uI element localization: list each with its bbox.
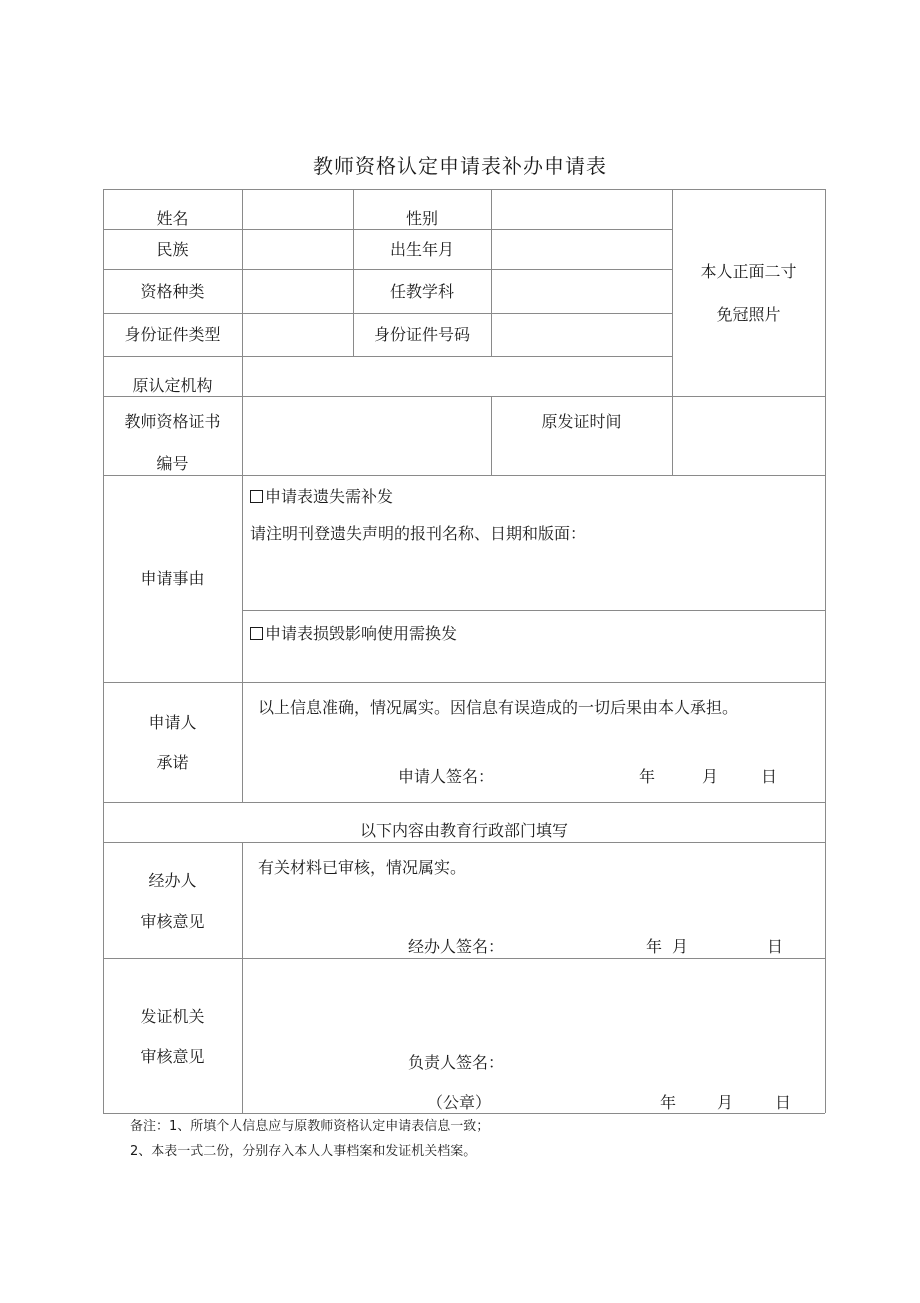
issuer-day: 日 <box>775 1093 792 1112</box>
handler-year: 年 <box>646 937 663 956</box>
label-issuer-line1: 发证机关 <box>140 1007 205 1026</box>
label-id-type: 身份证件类型 <box>124 325 221 344</box>
applicant-sign-label: 申请人签名： <box>398 767 495 786</box>
label-pledge-line2: 承诺 <box>156 753 189 772</box>
issuer-year: 年 <box>660 1093 677 1112</box>
label-cert-no-line2: 编号 <box>156 454 189 473</box>
page-title: 教师资格认定申请表补办申请表 <box>313 154 607 178</box>
handler-month: 月 <box>672 937 689 956</box>
option-damaged-label: 申请表损毁影响使用需换发 <box>265 624 458 643</box>
handler-text: 有关材料已审核，情况属实。 <box>258 858 467 877</box>
label-issuer-line2: 审核意见 <box>140 1047 205 1066</box>
label-gender: 性别 <box>405 209 438 228</box>
checkbox-lost[interactable] <box>250 490 263 503</box>
photo-label-line2: 免冠照片 <box>716 305 781 324</box>
label-reason: 申请事由 <box>140 569 205 588</box>
label-handler-line1: 经办人 <box>148 871 197 890</box>
applicant-month: 月 <box>702 767 719 786</box>
label-handler-line2: 审核意见 <box>140 912 205 931</box>
option-damaged[interactable] <box>250 624 457 644</box>
label-birth: 出生年月 <box>389 240 454 259</box>
note-line2: 2、本表一式二份，分别存入本人人事档案和发证机关档案。 <box>130 1144 477 1159</box>
pledge-text: 以上信息准确，情况属实。因信息有误造成的一切后果由本人承担。 <box>258 698 739 717</box>
label-original-org: 原认定机构 <box>132 376 213 395</box>
option-lost-label: 申请表遗失需补发 <box>265 487 394 506</box>
applicant-day: 日 <box>761 767 778 786</box>
handler-day: 日 <box>767 937 784 956</box>
label-id-number: 身份证件号码 <box>373 325 470 344</box>
handler-sign-label: 经办人签名： <box>408 937 505 956</box>
label-cert-no-line1: 教师资格证书 <box>124 412 221 431</box>
photo-label-line1: 本人正面二寸 <box>700 262 797 281</box>
label-qualification-type: 资格种类 <box>140 282 205 301</box>
seal-label: （公章） <box>427 1093 492 1112</box>
lost-note: 请注明刊登遗失声明的报刊名称、日期和版面： <box>250 524 587 543</box>
section-dept-header: 以下内容由教育行政部门填写 <box>359 821 568 840</box>
label-subject: 任教学科 <box>389 282 454 301</box>
leader-sign-label: 负责人签名： <box>408 1053 505 1072</box>
issuer-month: 月 <box>717 1093 734 1112</box>
label-issue-time: 原发证时间 <box>541 412 622 431</box>
checkbox-damaged[interactable] <box>250 627 263 640</box>
label-pledge-line1: 申请人 <box>148 713 197 732</box>
label-name: 姓名 <box>156 209 189 228</box>
option-lost[interactable] <box>250 487 393 507</box>
applicant-year: 年 <box>639 767 656 786</box>
note-line1: 备注：1、所填个人信息应与原教师资格认定申请表信息一致； <box>130 1119 490 1134</box>
label-ethnicity: 民族 <box>156 240 189 259</box>
